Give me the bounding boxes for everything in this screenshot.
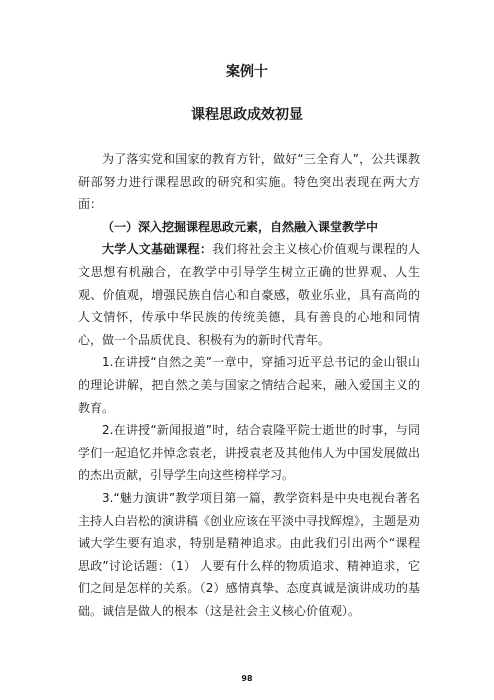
section-heading: （一）深入挖掘课程思政元素，自然融入课堂教学中 — [102, 219, 379, 234]
course-text: 我们将社会主义核心价值观与课程的人文思想有机融合，在教学中引导学生树立正确的世界观、人生观、价值观，增强民族自信心和自豪感，敬业乐业，具有高尚的人文情怀，传承中华民族的传统美德，具有善良的心地和同情心，做一个品质优良、积极有为的新时代青年。 — [78, 242, 420, 347]
item-paragraph-3: 3.“魅力演讲”教学项目第一篇，教学资料是中央电视台著名主持人白岩松的演讲稿《创业应该在平淡中寻找辉煌》，主题是劝诫大学生要有追求，特别是精神追求。由此我们引出两个“课程思政”讨论话题：（1） 人要有什么样的物质追求、精神追求，它们之间是怎样的关系。（2）感情真挚、态度真诚是演讲成功的基础。诚信是做人的根本（这是社会主义核心价值观）。 — [78, 490, 421, 618]
course-lead: 大学人文基础课程： — [102, 242, 213, 257]
course-paragraph — [78, 238, 420, 351]
item-paragraph-1: 1.在讲授“自然之美”一章中，穿插习近平总书记的金山银山的理论讲解，把自然之美与国家之情结合起来，融入爱国主义的教育。 — [78, 355, 420, 415]
item-paragraph-2: 2.在讲授“新闻报道”时，结合袁隆平院士逝世的时事，与同学们一起追忆并悼念袁老，讲授袁老及其他伟人为中国发展做出的杰出贡献，引导学生向这些榜样学习。 — [78, 423, 420, 483]
page-number: 98 — [241, 674, 253, 683]
document-subtitle: 课程思政成效初显 — [191, 107, 303, 123]
case-title: 案例十 — [226, 64, 268, 80]
body-text — [78, 148, 420, 622]
intro-paragraph: 为了落实党和国家的教育方针，做好“三全育人”，公共课教研部努力进行课程思政的研究和实施。特色突出表现在两大方面： — [78, 152, 420, 212]
